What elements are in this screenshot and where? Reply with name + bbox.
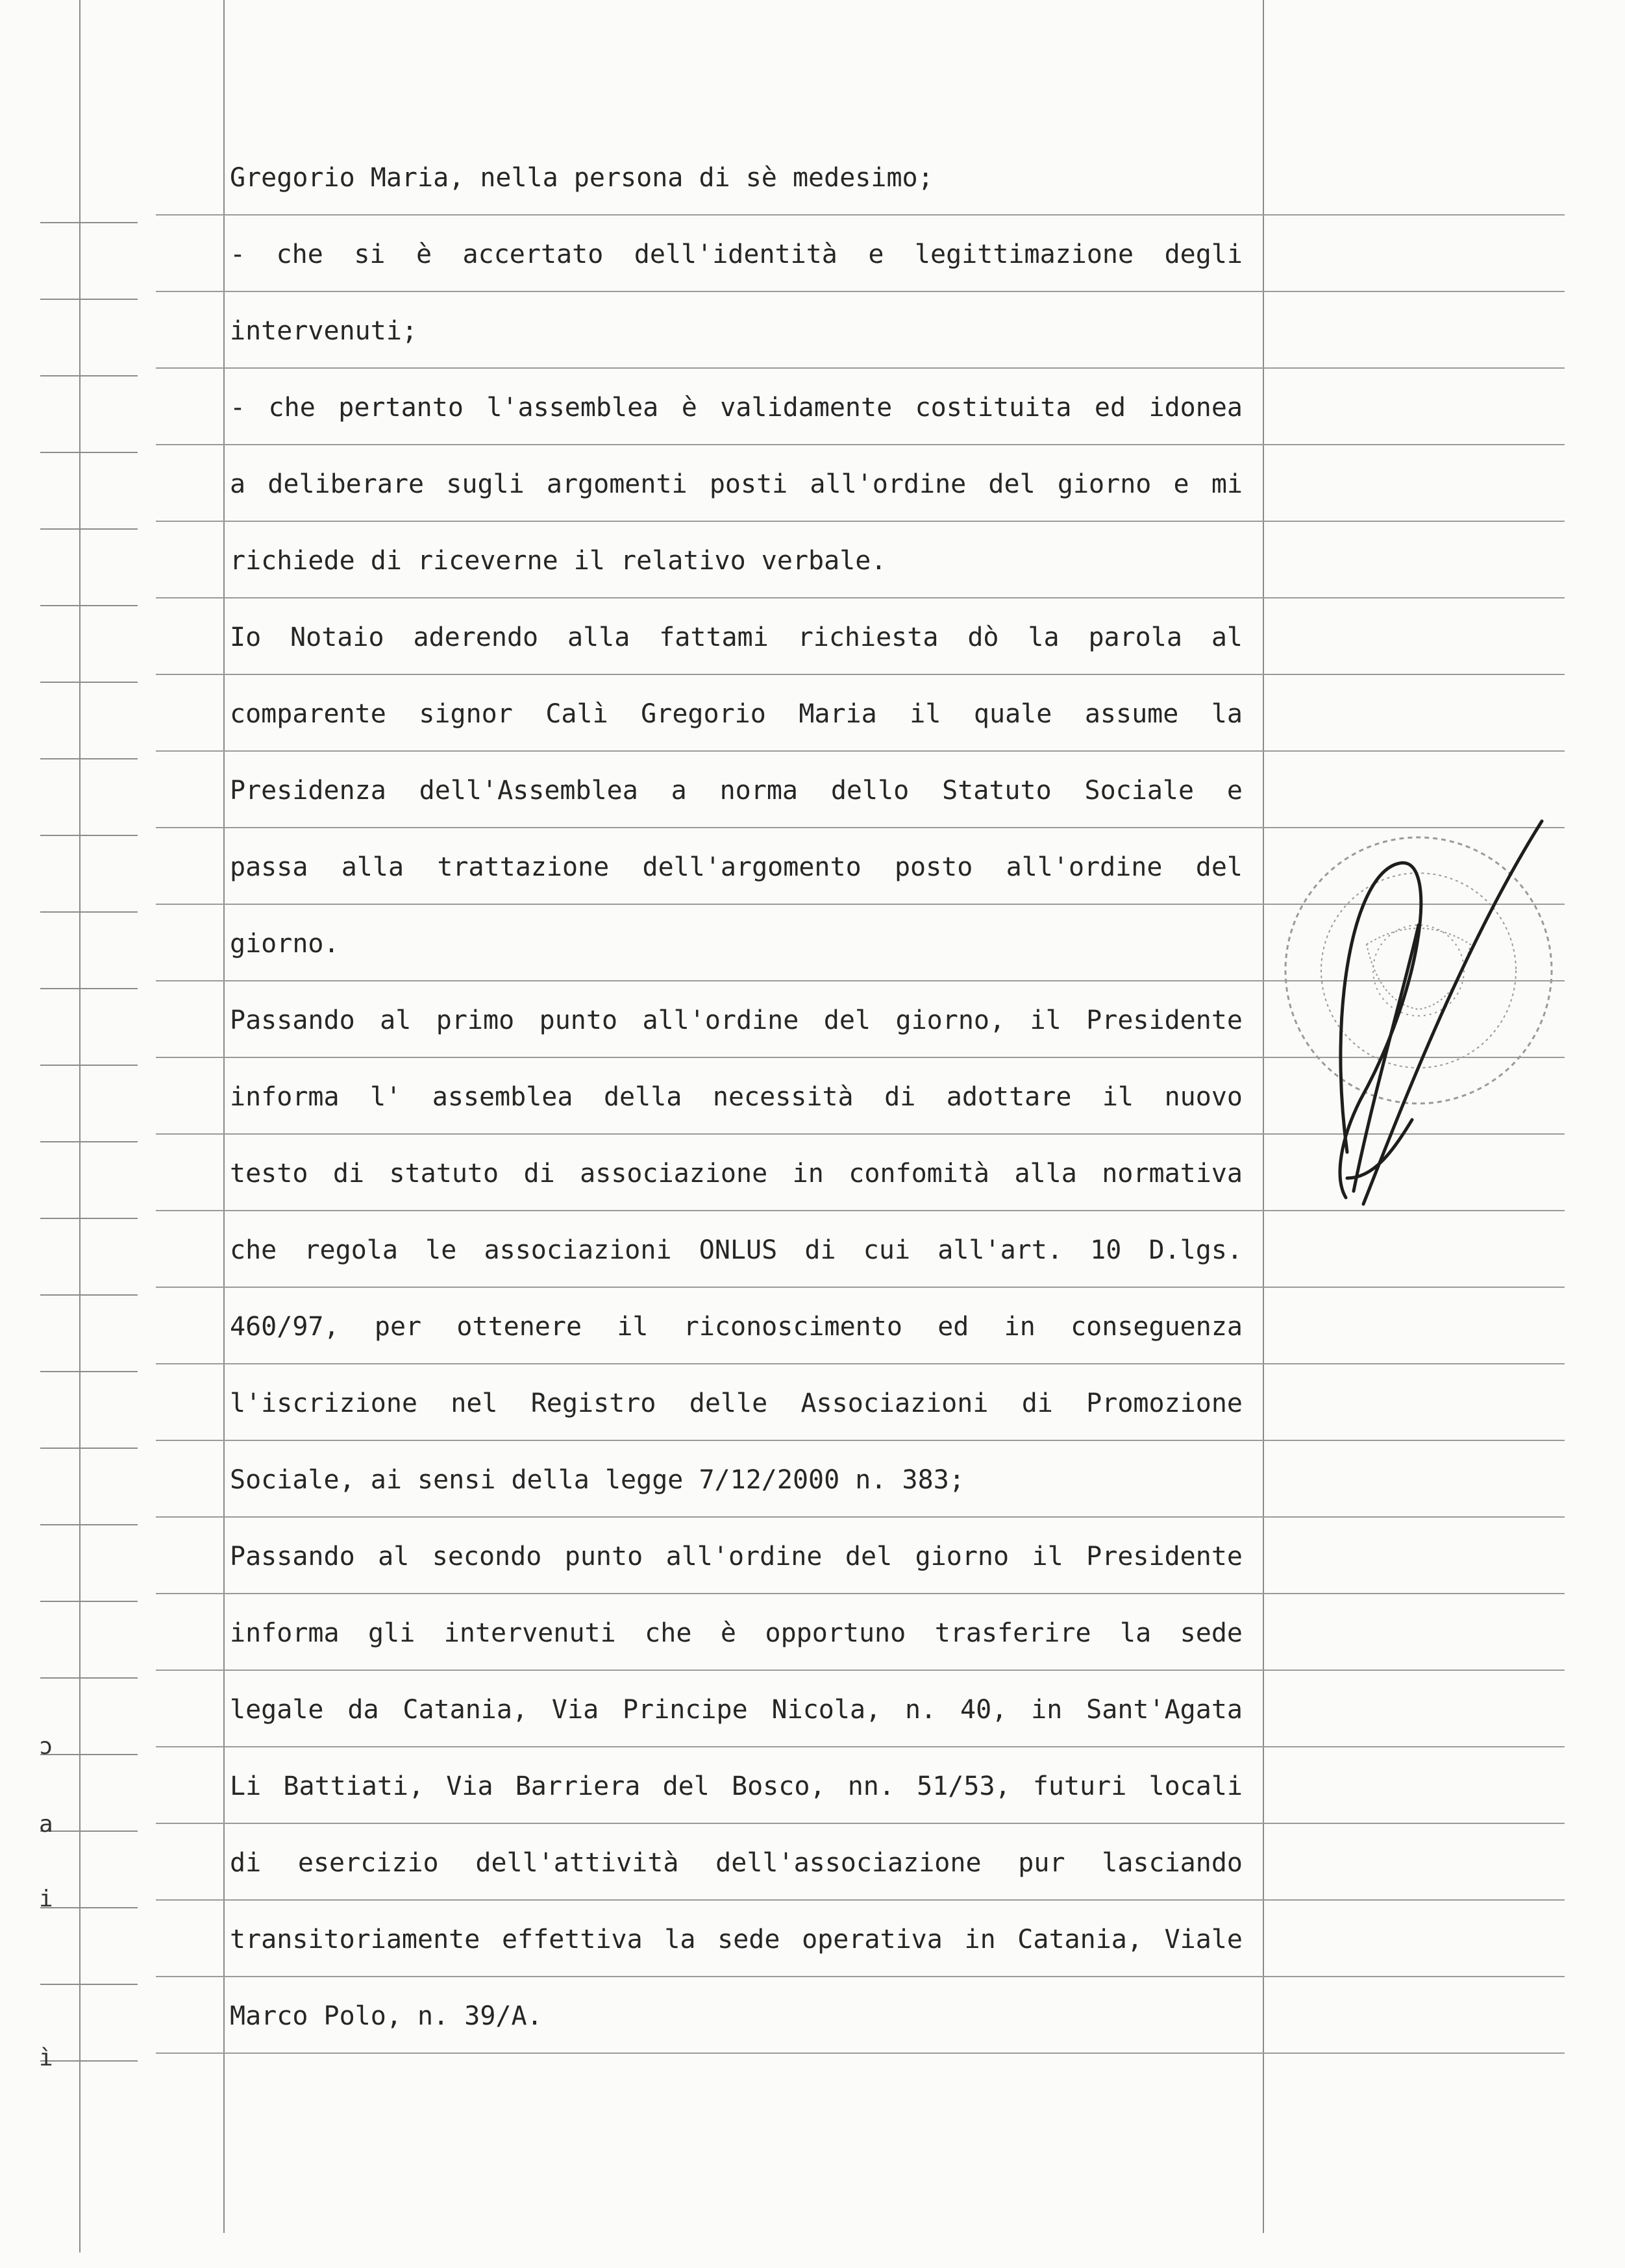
margin-ruled-line (40, 452, 138, 453)
ruled-line (156, 1363, 1565, 1364)
text-line: informa l' assemblea della necessità di adottare il nuovo (230, 1082, 1243, 1112)
text-line: passa alla trattazione dell'argomento posto all'ordine del (230, 852, 1243, 882)
text-line: informa gli intervenuti che è opportuno trasferire la sede (230, 1618, 1243, 1648)
ruled-line (156, 291, 1565, 292)
right-margin-line (1263, 0, 1264, 2233)
margin-ruled-line (40, 1141, 138, 1142)
text-line: legale da Catania, Via Principe Nicola, n. 40, in Sant'Agata (230, 1695, 1243, 1725)
text-line: Passando al primo punto all'ordine del giorno, il Presidente (230, 1005, 1243, 1035)
text-line: Sociale, ai sensi della legge 7/12/2000 n. 383; (230, 1465, 965, 1495)
text-line: l'iscrizione nel Registro delle Associazioni di Promozione (230, 1388, 1243, 1418)
ruled-line (156, 521, 1565, 522)
text-line: Passando al secondo punto all'ordine del giorno il Presidente (230, 1542, 1243, 1572)
margin-ruled-line (40, 2060, 138, 2062)
handwritten-signature (1340, 821, 1542, 1204)
text-line: - che si è accertato dell'identità e legittimazione degli (230, 240, 1243, 269)
text-line: richiede di riceverne il relativo verbale. (230, 546, 887, 576)
text-line: transitoriamente effettiva la sede operativa in Catania, Viale (230, 1925, 1243, 1954)
ruled-line (156, 1440, 1565, 1441)
text-line: Presidenza dell'Assemblea a norma dello Statuto Sociale e (230, 776, 1243, 806)
ruled-line (156, 750, 1565, 752)
margin-ruled-line (40, 299, 138, 300)
text-line: che regola le associazioni ONLUS di cui all'art. 10 D.lgs. (230, 1235, 1243, 1265)
ruled-line (156, 444, 1565, 445)
margin-fragment: i (39, 1886, 53, 1912)
margin-ruled-line (40, 911, 138, 913)
margin-ruled-line (40, 1294, 138, 1296)
margin-ruled-line (40, 1065, 138, 1066)
margin-ruled-line (40, 1754, 138, 1755)
text-line: 460/97, per ottenere il riconoscimento ed in conseguenza (230, 1312, 1243, 1342)
text-line: di esercizio dell'attività dell'associazione pur lasciando (230, 1848, 1243, 1878)
text-line: - che pertanto l'assemblea è validamente costituita ed idonea (230, 393, 1243, 423)
margin-ruled-line (40, 222, 138, 223)
ruled-line (156, 1516, 1565, 1518)
margin-ruled-line (40, 1830, 138, 1832)
text-line: giorno. (230, 929, 340, 959)
text-line: Li Battiati, Via Barriera del Bosco, nn. 51/53, futuri locali (230, 1771, 1243, 1801)
margin-ruled-line (40, 682, 138, 683)
notary-seal-and-signature (1269, 815, 1568, 1230)
text-line: a deliberare sugli argomenti posti all'ordine del giorno e mi (230, 469, 1243, 499)
text-line: Gregorio Maria, nella persona di sè medesimo; (230, 163, 934, 193)
text-line: testo di statuto di associazione in confomità alla normativa (230, 1159, 1243, 1189)
ruled-line (156, 214, 1565, 216)
ruled-line (156, 1899, 1565, 1901)
text-line: comparente signor Calì Gregorio Maria il quale assume la (230, 699, 1243, 729)
text-line: Marco Polo, n. 39/A. (230, 2001, 543, 2031)
text-line: Io Notaio aderendo alla fattami richiesta dò la parola al (230, 622, 1243, 652)
ruled-line (156, 1593, 1565, 1594)
margin-ruled-line (40, 1984, 138, 1985)
margin-fragment: ì (39, 2045, 53, 2071)
margin-ruled-line (40, 988, 138, 989)
text-line: intervenuti; (230, 316, 417, 346)
text-margin-line (223, 0, 225, 2233)
margin-ruled-line (40, 1907, 138, 1908)
ruled-line (156, 674, 1565, 675)
margin-ruled-line (40, 835, 138, 836)
ruled-line (156, 367, 1565, 369)
margin-ruled-line (40, 1371, 138, 1372)
margin-ruled-line (40, 528, 138, 530)
margin-ruled-line (40, 1601, 138, 1602)
ruled-line (156, 1823, 1565, 1824)
ruled-line (156, 597, 1565, 598)
ruled-line (156, 2052, 1565, 2054)
margin-ruled-line (40, 1448, 138, 1449)
margin-ruled-line (40, 375, 138, 376)
ruled-line (156, 1670, 1565, 1671)
left-margin-line (79, 0, 81, 2252)
ruled-line (156, 1287, 1565, 1288)
margin-ruled-line (40, 1524, 138, 1525)
margin-fragment: a (39, 1811, 53, 1838)
margin-ruled-line (40, 605, 138, 606)
margin-ruled-line (40, 1218, 138, 1219)
ruled-line (156, 1976, 1565, 1977)
margin-fragment: ɔ (39, 1733, 53, 1760)
margin-ruled-line (40, 758, 138, 759)
margin-ruled-line (40, 1677, 138, 1679)
ruled-line (156, 1746, 1565, 1747)
